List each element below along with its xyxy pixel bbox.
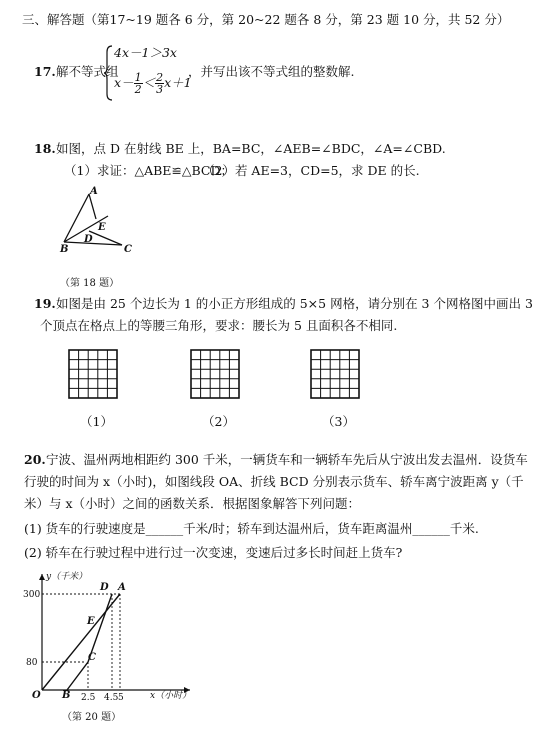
q17-ineq2-part-b: ＜ bbox=[142, 75, 156, 90]
q17-frac2-num: 2 bbox=[156, 71, 164, 84]
q20-part-1: (1) 货车的行驶速度是______千米/时；轿车到达温州后，货车距离温州______千米. bbox=[24, 521, 479, 536]
q18-label-d: D bbox=[84, 234, 93, 245]
q19-line-2: 个顶点在格点上的等腰三角形，要求：腰长为 5 且面积各不相同. bbox=[40, 318, 398, 333]
q20-line-oa bbox=[42, 594, 120, 690]
q18-text: 如图，点 D 在射线 BE 上，BA=BC，∠AEB=∠BDC，∠A=∠CBD. bbox=[56, 141, 446, 156]
q20-label-c: C bbox=[88, 652, 96, 663]
q18-label-a: A bbox=[90, 186, 98, 197]
q20-x-axis-label: x（小时） bbox=[150, 691, 192, 701]
q20-y-arrow-icon bbox=[39, 574, 45, 580]
q20-xtick-5: 5 bbox=[118, 693, 124, 703]
q17-inequality-1: 4x－1＞3x bbox=[114, 45, 177, 60]
q19-grid-3 bbox=[310, 349, 360, 399]
q17-lead: 解不等式组 bbox=[56, 64, 119, 79]
q17-fraction-2 bbox=[155, 72, 164, 95]
q17-number: 17. bbox=[34, 64, 56, 79]
q17-brace bbox=[104, 44, 114, 102]
q18-segment-ae bbox=[89, 194, 96, 219]
q20-polyline-bcd bbox=[67, 594, 112, 690]
q19-grid-1 bbox=[68, 349, 118, 399]
q20-ytick-300: 300 bbox=[23, 590, 41, 600]
q17-ineq2-part-a: x－ bbox=[114, 75, 134, 90]
q20-label-a: A bbox=[118, 582, 126, 593]
q17-frac1-den: 2 bbox=[134, 83, 142, 96]
section-header: 三、解答题（第17~19 题各 6 分，第 20~22 题各 8 分，第 23 题 10 分，共 52 分） bbox=[22, 12, 510, 27]
q20-caption: （第 20 题） bbox=[62, 712, 122, 723]
q20-number: 20. bbox=[24, 452, 46, 467]
q19-grid-label-1: （1） bbox=[80, 414, 113, 429]
q18-part-2: （2）若 AE=3，CD=5，求 DE 的长. bbox=[202, 163, 420, 178]
q20-graph bbox=[20, 570, 200, 703]
q18-figure bbox=[60, 186, 150, 258]
q19-grid-label-3: （3） bbox=[322, 414, 355, 429]
q20-label-b: B bbox=[62, 690, 71, 701]
q20-ytick-80: 80 bbox=[26, 658, 38, 668]
q18-segment-bc bbox=[64, 242, 122, 245]
q17-frac2-den: 3 bbox=[156, 83, 164, 96]
q20-label-e: E bbox=[87, 616, 95, 627]
q18-part-1: （1）求证：△ABE≌△BCD； bbox=[64, 163, 233, 178]
q20-xtick-25: 2.5 bbox=[81, 693, 96, 703]
q17-ineq2-part-c: x＋1 bbox=[164, 75, 192, 90]
q17-tail: ，并写出该不等式组的整数解. bbox=[188, 64, 355, 79]
q19-grid-label-2: （2） bbox=[202, 414, 235, 429]
q20-label-d: D bbox=[100, 582, 109, 593]
q17-fraction-1 bbox=[134, 72, 143, 95]
q19-number: 19. bbox=[34, 296, 56, 311]
q18-label-b: B bbox=[60, 244, 69, 255]
q18-number: 18. bbox=[34, 141, 56, 156]
q20-line-3: 米）与 x（小时）之间的函数关系．根据图象解答下列问题： bbox=[24, 496, 361, 511]
q20-line-1: 宁波、温州两地相距约 300 千米，一辆货车和一辆轿车先后从宁波出发去温州．设货车 bbox=[46, 452, 528, 467]
q18-label-c: C bbox=[124, 244, 132, 255]
q17-frac1-num: 1 bbox=[134, 71, 142, 84]
q20-origin-label: O bbox=[32, 690, 41, 701]
q20-line-2: 行驶的时间为 x（小时)，如图线段 OA、折线 BCD 分别表示货车、轿车离宁波距离 y（千 bbox=[24, 474, 524, 489]
q19-grid-2 bbox=[190, 349, 240, 399]
q20-xtick-45: 4.5 bbox=[104, 693, 119, 703]
q18-caption: （第 18 题） bbox=[60, 278, 120, 289]
q17-inequality-2 bbox=[114, 72, 192, 95]
q20-part-2: (2) 轿车在行驶过程中进行过一次变速，变速后过多长时间赶上货车? bbox=[24, 545, 403, 560]
q19-line-1: 如图是由 25 个边长为 1 的小正方形组成的 5×5 网格，请分别在 3 个网格图中画出 3 bbox=[56, 296, 533, 311]
q20-y-axis-label: y（千米） bbox=[46, 572, 88, 582]
q18-label-e: E bbox=[98, 222, 106, 233]
